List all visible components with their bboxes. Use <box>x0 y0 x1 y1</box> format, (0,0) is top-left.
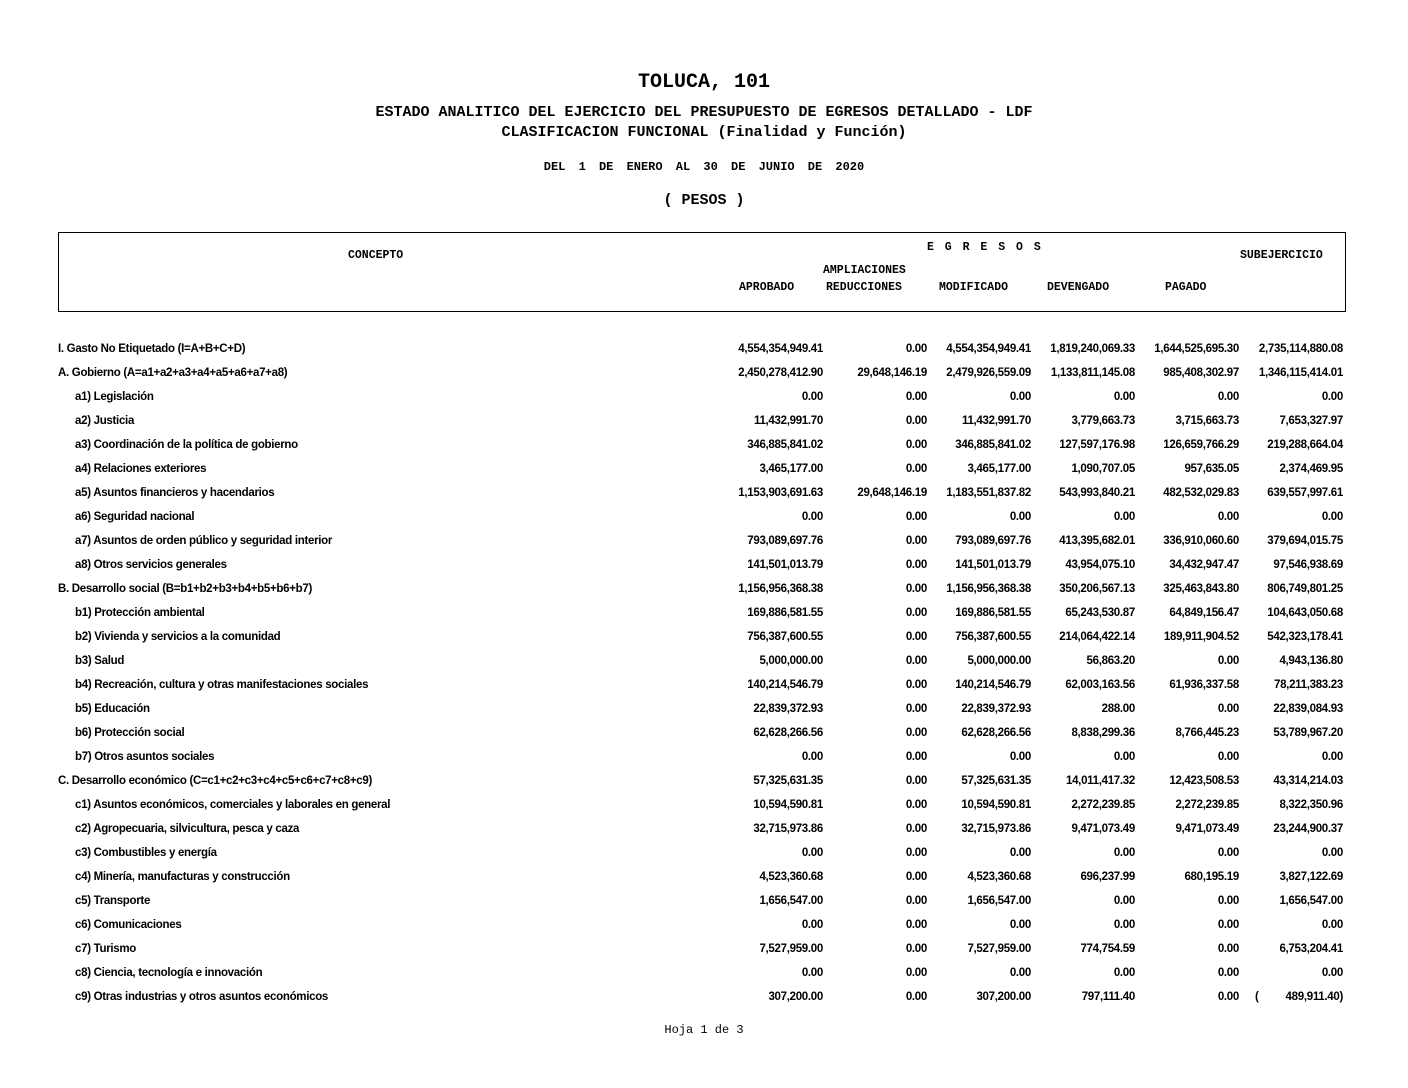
cell-ampliaciones: 0.00 <box>905 727 927 739</box>
table-row <box>0 919 1408 935</box>
table-row <box>0 847 1408 863</box>
row-label: c5) Transporte <box>75 895 151 907</box>
cell-modificado: 22,839,372.93 <box>961 703 1031 715</box>
cell-pagado: 9,471,073.49 <box>1175 823 1239 835</box>
cell-aprobado: 140,214,546.79 <box>747 679 823 691</box>
cell-aprobado: 169,886,581.55 <box>747 607 823 619</box>
cell-subejercicio: 4,943,136.80 <box>1279 655 1343 667</box>
cell-ampliaciones: 0.00 <box>905 799 927 811</box>
row-label: c2) Agropecuaria, silvicultura, pesca y caza <box>75 823 300 835</box>
row-label: a3) Coordinación de la política de gobierno <box>75 439 298 451</box>
cell-ampliaciones: 0.00 <box>905 991 927 1003</box>
cell-modificado: 1,156,956,368.38 <box>946 583 1031 595</box>
table-row <box>0 967 1408 983</box>
cell-devengado: 1,133,811,145.08 <box>1050 367 1135 379</box>
cell-modificado: 0.00 <box>1009 751 1031 763</box>
cell-ampliaciones: 0.00 <box>905 751 927 763</box>
cell-pagado: 0.00 <box>1217 967 1239 979</box>
cell-devengado: 350,206,567.13 <box>1059 583 1135 595</box>
report-units: ( PESOS ) <box>663 192 745 209</box>
row-label: A. Gobierno (A=a1+a2+a3+a4+a5+a6+a7+a8) <box>58 367 288 379</box>
cell-ampliaciones: 0.00 <box>905 535 927 547</box>
cell-devengado: 1,819,240,069.33 <box>1050 343 1135 355</box>
table-row <box>0 727 1408 743</box>
table-row <box>0 679 1408 695</box>
header-aprobado: APROBADO <box>739 281 795 294</box>
table-row <box>0 703 1408 719</box>
report-title: ESTADO ANALITICO DEL EJERCICIO DEL PRESUPUESTO DE EGRESOS DETALLADO - LDF <box>375 104 1033 121</box>
cell-subejercicio: 43,314,214.03 <box>1273 775 1343 787</box>
cell-modificado: 346,885,841.02 <box>955 439 1031 451</box>
cell-pagado: 1,644,525,695.30 <box>1154 343 1239 355</box>
cell-aprobado: 2,450,278,412.90 <box>738 367 823 379</box>
table-row <box>0 871 1408 887</box>
cell-pagado: 680,195.19 <box>1184 871 1239 883</box>
cell-devengado: 56,863.20 <box>1086 655 1135 667</box>
report-classification: CLASIFICACION FUNCIONAL (Finalidad y Función) <box>501 124 907 141</box>
cell-aprobado: 3,465,177.00 <box>759 463 823 475</box>
cell-pagado: 0.00 <box>1217 919 1239 931</box>
cell-pagado: 189,911,904.52 <box>1163 631 1239 643</box>
row-label: c7) Turismo <box>75 943 137 955</box>
table-row <box>0 439 1408 455</box>
cell-aprobado: 32,715,973.86 <box>753 823 823 835</box>
row-label: B. Desarrollo social (B=b1+b2+b3+b4+b5+b6+b7) <box>58 583 312 595</box>
table-row <box>0 463 1408 479</box>
table-row <box>0 655 1408 671</box>
cell-aprobado: 57,325,631.35 <box>753 775 823 787</box>
cell-aprobado: 0.00 <box>801 919 823 931</box>
cell-subejercicio: 0.00 <box>1321 919 1343 931</box>
row-label: b4) Recreación, cultura y otras manifestaciones sociales <box>75 679 369 691</box>
cell-subejercicio: 489,911.40) <box>1285 991 1343 1003</box>
cell-devengado: 0.00 <box>1113 391 1135 403</box>
cell-ampliaciones: 0.00 <box>905 463 927 475</box>
header-pagado: PAGADO <box>1165 281 1207 294</box>
cell-devengado: 8,838,299.36 <box>1071 727 1135 739</box>
table-row <box>0 775 1408 791</box>
cell-aprobado: 0.00 <box>801 847 823 859</box>
cell-aprobado: 1,656,547.00 <box>759 895 823 907</box>
cell-devengado: 214,064,422.14 <box>1059 631 1135 643</box>
cell-ampliaciones: 29,648,146.19 <box>857 367 927 379</box>
cell-pagado: 126,659,766.29 <box>1163 439 1239 451</box>
cell-modificado: 0.00 <box>1009 391 1031 403</box>
cell-modificado: 10,594,590.81 <box>961 799 1031 811</box>
cell-aprobado: 62,628,266.56 <box>753 727 823 739</box>
cell-aprobado: 756,387,600.55 <box>747 631 823 643</box>
cell-subejercicio: 23,244,900.37 <box>1273 823 1343 835</box>
cell-pagado: 0.00 <box>1217 655 1239 667</box>
table-row <box>0 559 1408 575</box>
cell-subejercicio: 542,323,178.41 <box>1267 631 1343 643</box>
header-egresos: E G R E S O S <box>927 241 1043 254</box>
cell-ampliaciones: 0.00 <box>905 967 927 979</box>
cell-devengado: 65,243,530.87 <box>1065 607 1135 619</box>
cell-pagado: 0.00 <box>1217 751 1239 763</box>
table-row <box>0 583 1408 599</box>
cell-ampliaciones: 0.00 <box>905 655 927 667</box>
cell-devengado: 9,471,073.49 <box>1071 823 1135 835</box>
cell-pagado: 0.00 <box>1217 391 1239 403</box>
row-label: a4) Relaciones exteriores <box>75 463 207 475</box>
cell-devengado: 1,090,707.05 <box>1071 463 1135 475</box>
cell-subejercicio: 0.00 <box>1321 847 1343 859</box>
cell-devengado: 43,954,075.10 <box>1065 559 1135 571</box>
table-row <box>0 943 1408 959</box>
row-label: C. Desarrollo económico (C=c1+c2+c3+c4+c5+c6+c7+c8+c9) <box>58 775 373 787</box>
cell-subejercicio: 22,839,084.93 <box>1273 703 1343 715</box>
cell-aprobado: 0.00 <box>801 967 823 979</box>
cell-subejercicio: 78,211,383.23 <box>1273 679 1343 691</box>
cell-ampliaciones: 0.00 <box>905 343 927 355</box>
cell-aprobado: 141,501,013.79 <box>747 559 823 571</box>
cell-ampliaciones: 0.00 <box>905 583 927 595</box>
cell-subejercicio: 3,827,122.69 <box>1279 871 1343 883</box>
row-label: b1) Protección ambiental <box>75 607 205 619</box>
cell-modificado: 7,527,959.00 <box>967 943 1031 955</box>
header-ampliaciones: AMPLIACIONES <box>823 264 906 277</box>
cell-devengado: 0.00 <box>1113 919 1135 931</box>
cell-ampliaciones: 0.00 <box>905 559 927 571</box>
row-label: b5) Educación <box>75 703 150 715</box>
cell-subejercicio: 2,735,114,880.08 <box>1258 343 1343 355</box>
cell-devengado: 0.00 <box>1113 967 1135 979</box>
cell-devengado: 2,272,239.85 <box>1071 799 1135 811</box>
cell-aprobado: 1,153,903,691.63 <box>738 487 823 499</box>
cell-subejercicio: 53,789,967.20 <box>1273 727 1343 739</box>
document-title: TOLUCA, 101 <box>637 71 771 94</box>
cell-subejercicio: 6,753,204.41 <box>1279 943 1343 955</box>
cell-aprobado: 22,839,372.93 <box>753 703 823 715</box>
row-label: c1) Asuntos económicos, comerciales y laborales en general <box>75 799 391 811</box>
cell-pagado: 0.00 <box>1217 511 1239 523</box>
row-label: b6) Protección social <box>75 727 185 739</box>
row-label: c6) Comunicaciones <box>75 919 182 931</box>
cell-modificado: 3,465,177.00 <box>967 463 1031 475</box>
cell-aprobado: 0.00 <box>801 391 823 403</box>
cell-subejercicio: 8,322,350.96 <box>1279 799 1343 811</box>
cell-ampliaciones: 0.00 <box>905 607 927 619</box>
cell-modificado: 756,387,600.55 <box>955 631 1031 643</box>
cell-subejercicio: 7,653,327.97 <box>1279 415 1343 427</box>
cell-ampliaciones: 0.00 <box>905 415 927 427</box>
table-row <box>0 415 1408 431</box>
cell-modificado: 0.00 <box>1009 511 1031 523</box>
cell-modificado: 5,000,000.00 <box>967 655 1031 667</box>
row-label: a5) Asuntos financieros y hacendarios <box>75 487 275 499</box>
cell-devengado: 14,011,417.32 <box>1065 775 1135 787</box>
table-header <box>58 232 1346 312</box>
cell-ampliaciones: 29,648,146.19 <box>857 487 927 499</box>
cell-devengado: 0.00 <box>1113 751 1135 763</box>
header-modificado: MODIFICADO <box>939 281 1009 294</box>
cell-ampliaciones: 0.00 <box>905 847 927 859</box>
cell-ampliaciones: 0.00 <box>905 679 927 691</box>
cell-pagado: 482,532,029.83 <box>1163 487 1239 499</box>
cell-devengado: 3,779,663.73 <box>1071 415 1135 427</box>
cell-modificado: 32,715,973.86 <box>961 823 1031 835</box>
cell-subejercicio: 0.00 <box>1321 511 1343 523</box>
cell-pagado: 336,910,060.60 <box>1163 535 1239 547</box>
report-period: DEL 1 DE ENERO AL 30 DE JUNIO DE 2020 <box>543 160 865 174</box>
cell-ampliaciones: 0.00 <box>905 919 927 931</box>
cell-pagado: 0.00 <box>1217 847 1239 859</box>
cell-subejercicio: 639,557,997.61 <box>1267 487 1343 499</box>
cell-aprobado: 0.00 <box>801 751 823 763</box>
row-label: a2) Justicia <box>75 415 135 427</box>
table-row <box>0 343 1408 359</box>
cell-devengado: 774,754.59 <box>1080 943 1135 955</box>
cell-modificado: 11,432,991.70 <box>961 415 1031 427</box>
cell-modificado: 1,656,547.00 <box>967 895 1031 907</box>
cell-aprobado: 793,089,697.76 <box>747 535 823 547</box>
table-row <box>0 631 1408 647</box>
table-row <box>0 823 1408 839</box>
row-label: a7) Asuntos de orden público y seguridad interior <box>75 535 333 547</box>
cell-pagado: 3,715,663.73 <box>1175 415 1239 427</box>
table-row <box>0 991 1408 1007</box>
cell-subejercicio: 1,656,547.00 <box>1279 895 1343 907</box>
table-row <box>0 487 1408 503</box>
cell-subejercicio: 806,749,801.25 <box>1267 583 1343 595</box>
table-row <box>0 535 1408 551</box>
cell-pagado: 0.00 <box>1217 991 1239 1003</box>
cell-pagado: 0.00 <box>1217 703 1239 715</box>
cell-modificado: 2,479,926,559.09 <box>946 367 1031 379</box>
negative-paren: ( <box>1255 991 1259 1003</box>
cell-pagado: 64,849,156.47 <box>1169 607 1239 619</box>
cell-aprobado: 10,594,590.81 <box>753 799 823 811</box>
cell-pagado: 12,423,508.53 <box>1169 775 1239 787</box>
cell-subejercicio: 379,694,015.75 <box>1267 535 1343 547</box>
cell-devengado: 696,237.99 <box>1080 871 1135 883</box>
cell-pagado: 61,936,337.58 <box>1169 679 1239 691</box>
row-label: a1) Legislación <box>75 391 154 403</box>
cell-ampliaciones: 0.00 <box>905 775 927 787</box>
cell-modificado: 140,214,546.79 <box>955 679 1031 691</box>
row-label: I. Gasto No Etiquetado (I=A+B+C+D) <box>58 343 246 355</box>
row-label: a6) Seguridad nacional <box>75 511 195 523</box>
cell-subejercicio: 2,374,469.95 <box>1279 463 1343 475</box>
cell-subejercicio: 0.00 <box>1321 967 1343 979</box>
cell-modificado: 793,089,697.76 <box>955 535 1031 547</box>
cell-subejercicio: 104,643,050.68 <box>1267 607 1343 619</box>
cell-ampliaciones: 0.00 <box>905 511 927 523</box>
row-label: c9) Otras industrias y otros asuntos económicos <box>75 991 329 1003</box>
table-row <box>0 751 1408 767</box>
cell-modificado: 62,628,266.56 <box>961 727 1031 739</box>
cell-ampliaciones: 0.00 <box>905 703 927 715</box>
table-row <box>0 607 1408 623</box>
table-row <box>0 511 1408 527</box>
row-label: b7) Otros asuntos sociales <box>75 751 215 763</box>
cell-aprobado: 1,156,956,368.38 <box>738 583 823 595</box>
row-label: c3) Combustibles y energía <box>75 847 217 859</box>
cell-modificado: 4,554,354,949.41 <box>946 343 1031 355</box>
cell-aprobado: 11,432,991.70 <box>753 415 823 427</box>
cell-devengado: 0.00 <box>1113 895 1135 907</box>
cell-pagado: 985,408,302.97 <box>1163 367 1239 379</box>
cell-ampliaciones: 0.00 <box>905 823 927 835</box>
cell-modificado: 1,183,551,837.82 <box>946 487 1031 499</box>
cell-aprobado: 307,200.00 <box>768 991 823 1003</box>
cell-pagado: 0.00 <box>1217 895 1239 907</box>
cell-modificado: 0.00 <box>1009 919 1031 931</box>
cell-devengado: 543,993,840.21 <box>1059 487 1135 499</box>
cell-pagado: 325,463,843.80 <box>1163 583 1239 595</box>
header-devengado: DEVENGADO <box>1047 281 1110 294</box>
cell-devengado: 288.00 <box>1101 703 1135 715</box>
row-label: c8) Ciencia, tecnología e innovación <box>75 967 263 979</box>
cell-modificado: 4,523,360.68 <box>967 871 1031 883</box>
cell-aprobado: 0.00 <box>801 511 823 523</box>
cell-modificado: 141,501,013.79 <box>955 559 1031 571</box>
cell-ampliaciones: 0.00 <box>905 871 927 883</box>
cell-pagado: 34,432,947.47 <box>1169 559 1239 571</box>
row-label: a8) Otros servicios generales <box>75 559 227 571</box>
cell-modificado: 0.00 <box>1009 967 1031 979</box>
cell-subejercicio: 0.00 <box>1321 391 1343 403</box>
cell-devengado: 127,597,176.98 <box>1059 439 1135 451</box>
cell-aprobado: 7,527,959.00 <box>759 943 823 955</box>
cell-modificado: 169,886,581.55 <box>955 607 1031 619</box>
cell-aprobado: 4,523,360.68 <box>759 871 823 883</box>
cell-modificado: 307,200.00 <box>976 991 1031 1003</box>
cell-ampliaciones: 0.00 <box>905 439 927 451</box>
row-label: b2) Vivienda y servicios a la comunidad <box>75 631 281 643</box>
table-row <box>0 895 1408 911</box>
cell-ampliaciones: 0.00 <box>905 631 927 643</box>
cell-pagado: 2,272,239.85 <box>1175 799 1239 811</box>
cell-subejercicio: 219,288,664.04 <box>1267 439 1343 451</box>
table-row <box>0 799 1408 815</box>
cell-aprobado: 5,000,000.00 <box>759 655 823 667</box>
cell-subejercicio: 1,346,115,414.01 <box>1258 367 1343 379</box>
page-footer: Hoja 1 de 3 <box>664 1023 744 1037</box>
table-row <box>0 391 1408 407</box>
header-subejercicio: SUBEJERCICIO <box>1240 249 1323 262</box>
cell-ampliaciones: 0.00 <box>905 391 927 403</box>
table-row <box>0 367 1408 383</box>
cell-aprobado: 346,885,841.02 <box>747 439 823 451</box>
cell-modificado: 57,325,631.35 <box>961 775 1031 787</box>
cell-aprobado: 4,554,354,949.41 <box>738 343 823 355</box>
header-reducciones: REDUCCIONES <box>826 281 902 294</box>
cell-pagado: 8,766,445.23 <box>1175 727 1239 739</box>
header-concepto: CONCEPTO <box>348 249 404 262</box>
cell-devengado: 0.00 <box>1113 511 1135 523</box>
cell-modificado: 0.00 <box>1009 847 1031 859</box>
cell-devengado: 62,003,163.56 <box>1065 679 1135 691</box>
cell-devengado: 797,111.40 <box>1081 991 1135 1003</box>
cell-subejercicio: 97,546,938.69 <box>1273 559 1343 571</box>
cell-pagado: 957,635.05 <box>1184 463 1239 475</box>
cell-devengado: 413,395,682.01 <box>1059 535 1135 547</box>
cell-subejercicio: 0.00 <box>1321 751 1343 763</box>
row-label: c4) Minería, manufacturas y construcción <box>75 871 290 883</box>
row-label: b3) Salud <box>75 655 125 667</box>
cell-ampliaciones: 0.00 <box>905 943 927 955</box>
cell-pagado: 0.00 <box>1217 943 1239 955</box>
cell-devengado: 0.00 <box>1113 847 1135 859</box>
cell-ampliaciones: 0.00 <box>905 895 927 907</box>
